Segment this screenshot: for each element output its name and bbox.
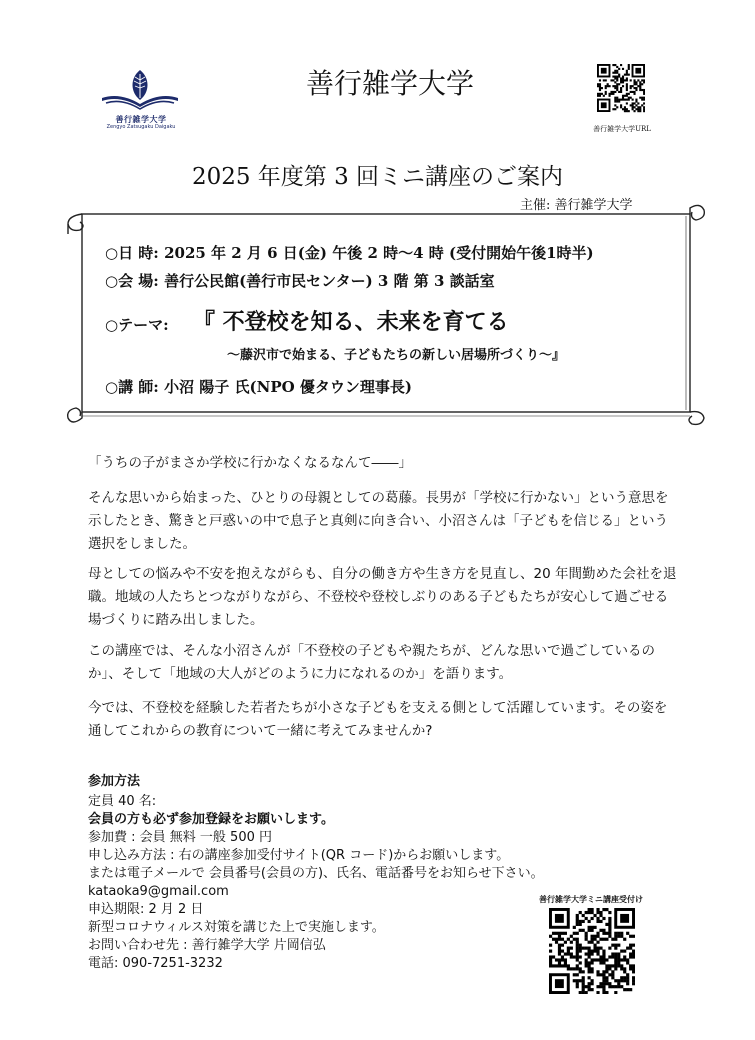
event-theme-subtitle: ～藤沢市で始まる、子どもたちの新しい居場所づくり～』 bbox=[227, 348, 566, 363]
participation-heading: 参加方法 bbox=[88, 774, 141, 789]
paragraph-4: 今では、不登校を経験した若者たちが小さな子どもを支える側として活躍しています。その姿を通してこれからの教育について一緒に考えてみませんか? bbox=[88, 700, 668, 739]
qr-top-label: 善行雑学大学URL bbox=[593, 125, 651, 133]
theme-label: ○テーマ: bbox=[105, 316, 169, 334]
paragraph-3: この講座では、そんな小沼さんが「不登校の子どもや親たちが、どんな思いで過ごしているのか」、そして「地域の大人がどのように力になれるのか」を語ります。 bbox=[88, 643, 655, 682]
logo-romaji: Zengyo Zatsugaku Daigaku bbox=[106, 124, 176, 130]
qr-code-icon bbox=[597, 64, 645, 116]
sponsor-text: 主催: 善行雑学大学 bbox=[520, 198, 633, 213]
contact-phone: 電話: 090-7251-3232 bbox=[88, 956, 223, 971]
qr-code-registration[interactable] bbox=[549, 908, 635, 994]
email-application: または電子メールで 会員番号(会員の方)、氏名、電話番号をお知らせ下さい。 bbox=[88, 866, 544, 881]
qr-bottom-label: 善行雑学大学ミニ講座受付け bbox=[539, 895, 643, 904]
contact-person: お問い合わせ先 : 善行雑学大学 片岡信弘 bbox=[88, 938, 326, 953]
logo-text: 善行雑学大学 bbox=[115, 115, 167, 124]
qr-code-icon bbox=[549, 908, 635, 994]
qr-code-url[interactable] bbox=[597, 64, 645, 116]
event-lecturer: ○講 師: 小沼 陽子 氏(NPO 優タウン理事長) bbox=[105, 378, 412, 396]
event-theme: 『 不登校を知る、未来を育てる bbox=[193, 309, 509, 335]
logo-icon bbox=[98, 68, 182, 114]
capacity: 定員 40 名: bbox=[88, 794, 157, 809]
intro-quote: 「うちの子がまさか学校に行かなくなるなんて――」 bbox=[88, 455, 412, 471]
paragraph-1: そんな思いから始まった、ひとりの母親としての葛藤。長男が「学校に行かない」という意思を示したとき、驚きと戸惑いの中で息子と真剣に向き合い、小沼さんは「子どもを信じる」という選択をしました。 bbox=[88, 490, 669, 552]
member-registration-note: 会員の方も必ず参加登録をお願いします。 bbox=[88, 812, 334, 827]
contact-email[interactable]: kataoka9@gmail.com bbox=[88, 884, 229, 899]
page-subtitle: 2025 年度第 3 回ミニ講座のご案内 bbox=[191, 164, 564, 190]
application-method: 申し込み方法 : 右の講座参加受付サイト(QR コード)からお願いします。 bbox=[88, 848, 510, 863]
covid-note: 新型コロナウィルス対策を講じた上で実施します。 bbox=[88, 920, 385, 935]
paragraph-2: 母としての悩みや不安を抱えながらも、自分の働き方や生き方を見直し、20 年間勤めた会社を退職。地域の人たちとつながりながら、不登校や登校しぶりのある子どもたちが安心して過ごせる場づくりに踏み出しました。 bbox=[88, 566, 677, 628]
event-date: ○日 時: 2025 年 2 月 6 日(金) 午後 2 時～4 時 (受付開始午後1時半) bbox=[105, 244, 594, 262]
fee: 参加費 : 会員 無料 一般 500 円 bbox=[88, 830, 272, 845]
organization-title: 善行雑学大学 bbox=[305, 67, 474, 100]
event-venue: ○会 場: 善行公民館(善行市民センター) 3 階 第 3 談話室 bbox=[105, 272, 495, 290]
application-deadline: 申込期限: 2 月 2 日 bbox=[88, 902, 204, 917]
